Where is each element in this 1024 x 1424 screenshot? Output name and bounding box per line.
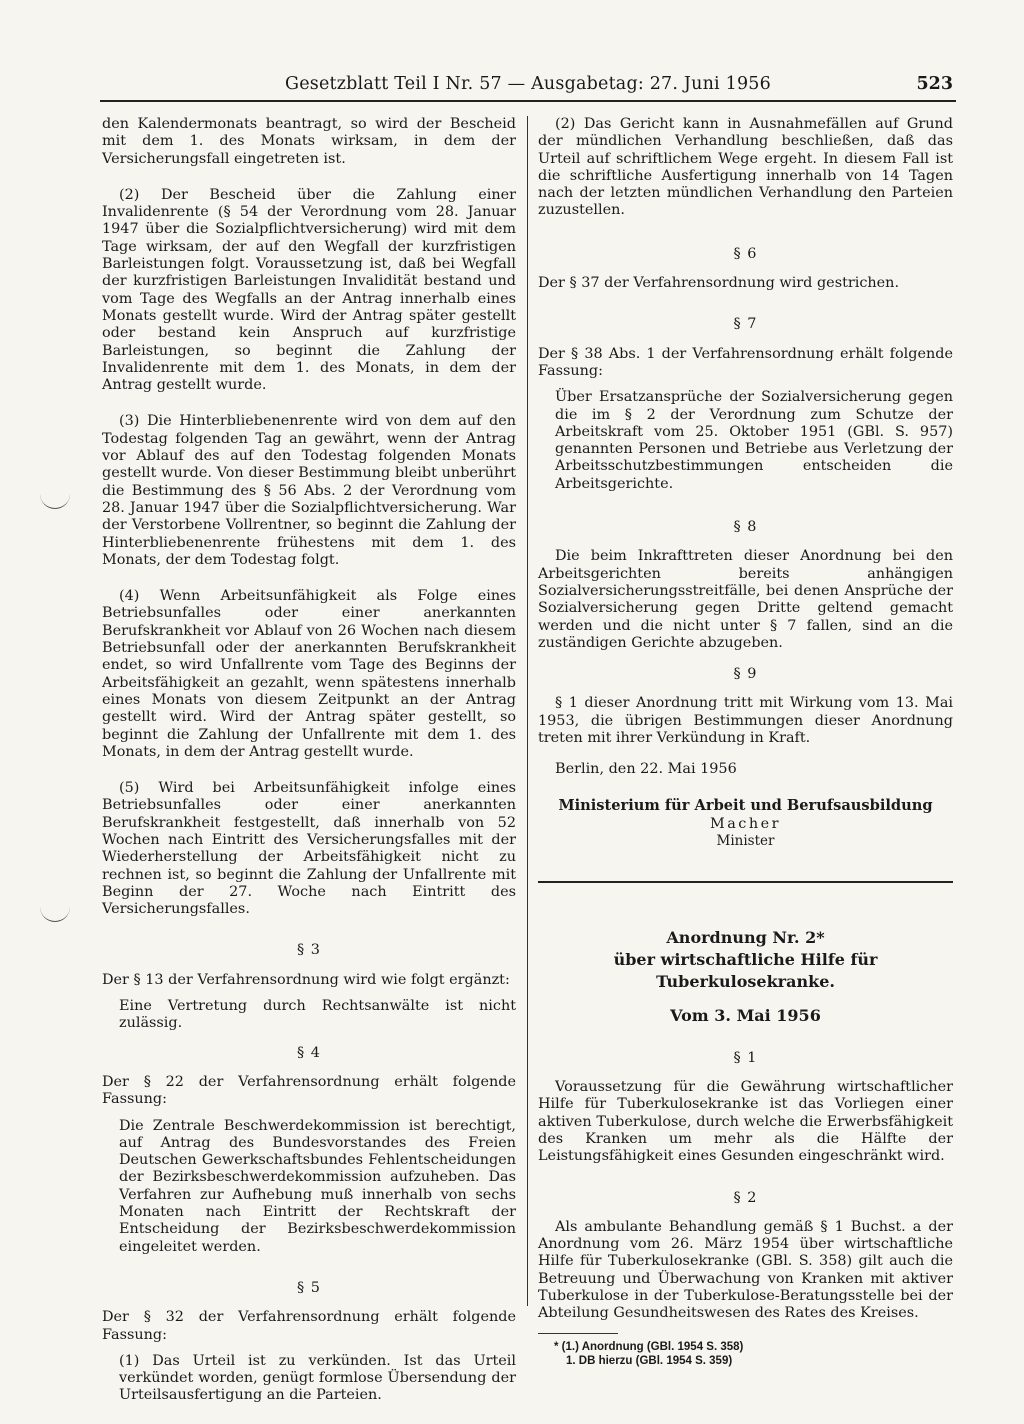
- paragraph: Über Ersatzansprüche der Sozialversicherung gegen die im § 2 der Verordnung zum Schutze der Arbeitskraft vom 25. Oktober 1951 (GBl. S. 957) genannten Personen und Betriebe aus Verletzung der Arbeitsschutzbestimmungen entscheiden die Arbeitsgerichte.: [555, 389, 953, 492]
- paragraph: (4) Wenn Arbeitsunfähigkeit als Folge eines Betriebsunfalles oder einer anerkannten Berufskrankheit vor Ablauf von 26 Wochen nach diesem Betriebsunfall oder der anerkannten Berufskrankheit endet, so wird Unfallrente vom Tage des Beginns der Arbeitsfähigkeit an gezahlt, wenn spätestens innerhalb eines Monats von diesem Zeitpunkt an der Antrag gestellt wird. Wird der Antrag später gestellt, so beginnt die Zahlung der Unfallrente mit dem 1. des Monats, in dem der Antrag gestellt wurde.: [102, 588, 516, 760]
- ordinance-subject: über wirtschaftliche Hilfe für Tuberkulosekranke.: [613, 949, 878, 991]
- paragraph: Eine Vertretung durch Rechtsanwälte ist nicht zulässig.: [119, 998, 516, 1032]
- column-divider: [527, 116, 528, 1306]
- section-heading: § 4: [297, 1044, 321, 1061]
- right-column: [538, 116, 953, 1368]
- page-header: [100, 72, 956, 100]
- left-column: [102, 116, 516, 1424]
- section-separator: [538, 881, 953, 883]
- page-number: 523: [916, 74, 953, 94]
- paragraph: § 1 dieser Anordnung tritt mit Wirkung vom 13. Mai 1953, die übrigen Bestimmungen dieser Anordnung treten mit ihrer Verkündung in Kraft.: [538, 695, 953, 747]
- paragraph: Der § 37 der Verfahrensordnung wird gestrichen.: [538, 275, 900, 292]
- paragraph: Die Zentrale Beschwerdekommission ist berechtigt, auf Antrag des Bundesvorstandes des Freien Deutschen Gewerkschaftsbundes Fehlentscheidungen der Bezirksbeschwerdekommission aufzuheben. Das Verfahren zur Aufhebung muß innerhalb von sechs Monaten nach Eintritt der Rechtskraft der Entscheidung der Bezirksbeschwerdekommission eingeleitet werden.: [119, 1117, 516, 1255]
- section-heading: § 3: [297, 942, 321, 959]
- place-date: Berlin, den 22. Mai 1956: [555, 761, 737, 778]
- ministry-name: Ministerium für Arbeit und Berufsausbildung: [558, 796, 933, 814]
- header-divider: [100, 100, 956, 102]
- paragraph: (2) Das Gericht kann in Ausnahmefällen auf Grund der mündlichen Verhandlung beschließen, daß das Urteil auf schriftlichem Wege ergeht. In diesem Fall ist die schriftliche Ausfertigung innerhalb von 14 Tagen nach der letzten mündlichen Verhandlung den Parteien zuzustellen.: [538, 116, 953, 219]
- footnote-divider: [538, 1333, 618, 1334]
- section-heading: § 1: [733, 1049, 758, 1066]
- signer-title: Minister: [716, 833, 775, 850]
- paragraph: Der § 13 der Verfahrensordnung wird wie folgt ergänzt:: [102, 971, 510, 988]
- paragraph: den Kalendermonats beantragt, so wird der Bescheid mit dem 1. des Monats wirksam, in dem der Versicherungsfall eingetreten ist.: [102, 116, 516, 167]
- ordinance-title: [538, 927, 953, 993]
- section-heading: § 5: [297, 1279, 321, 1296]
- header-title: Gesetzblatt Teil I Nr. 57 — Ausgabetag: 27. Juni 1956: [285, 74, 771, 94]
- paragraph: Voraussetzung für die Gewährung wirtschaftlicher Hilfe für Tuberkulosekranke ist das Vorliegen einer aktiven Tuberkulose, durch welche die Erwerbsfähigkeit des Kranken um mehr als die Hälfte der Leistungsfähigkeit eines Gesunden eingeschränkt wird.: [538, 1079, 953, 1165]
- ordinance-date: Vom 3. Mai 1956: [670, 1005, 821, 1025]
- footnote: * (1.) Anordnung (GBl. 1954 S. 358): [554, 1340, 744, 1353]
- paragraph: Der § 22 der Verfahrensordnung erhält folgende Fassung:: [102, 1073, 516, 1108]
- paragraph: Der § 38 Abs. 1 der Verfahrensordnung erhält folgende Fassung:: [538, 345, 953, 379]
- paragraph: (3) Die Hinterbliebenenrente wird von dem auf den Todestag folgenden Tag an gewährt, wenn der Antrag vor Ablauf des auf den Todestag folgenden Monats gestellt wurde. Von dieser Bestimmung bleibt unberührt die Bestimmung des § 56 Abs. 2 der Verordnung vom 28. Januar 1947 über die Sozialpflichtversicherung. War der Verstorbene Vollrentner, so beginnt die Zahlung der Hinterbliebenenrente frühestens mit dem 1. des Monats, der dem Todestag folgt.: [102, 413, 516, 568]
- ordinance-number: Anordnung Nr. 2*: [666, 927, 825, 947]
- margin-mark: [40, 492, 70, 509]
- section-heading: § 9: [733, 666, 758, 683]
- paragraph: (5) Wird bei Arbeitsunfähigkeit infolge eines Betriebsunfalles oder einer anerkannten Berufskrankheit festgestellt, daß innerhalb von 52 Wochen nach Eintritt des Versicherungsfalles mit der Wiederherstellung der Arbeitsfähigkeit nicht zu rechnen ist, so beginnt die Zahlung der Unfallrente mit Beginn der 27. Woche nach Eintritt des Versicherungsfalles.: [102, 780, 516, 918]
- paragraph: (2) Der Bescheid über die Zahlung einer Invalidenrente (§ 54 der Verordnung vom 28. Januar 1947 über die Sozialpflichtversicherung) wird mit dem Tage wirksam, der auf den Wegfall der kurzfristigen Barleistungen folgt. Voraussetzung ist, daß bei Wegfall der kurzfristigen Barleistungen Invalidität bestand und vom Tage des Wegfalls an der Antrag innerhalb eines Monats gestellt wurde. Wird der Antrag später gestellt oder bestand kein Anspruch auf kurzfristige Barleistungen, so beginnt die Zahlung der Invalidenrente mit dem 1. des Monats, in dem der Antrag gestellt wurde.: [102, 186, 516, 394]
- section-heading: § 8: [733, 519, 758, 536]
- footnote: 1. DB hierzu (GBl. 1954 S. 359): [566, 1354, 733, 1367]
- signer-name: Macher: [709, 815, 782, 832]
- section-heading: § 7: [733, 316, 758, 333]
- paragraph: Als ambulante Behandlung gemäß § 1 Buchst. a der Anordnung vom 26. März 1954 über wirtschaftliche Hilfe für Tuberkulosekranke (GBl. S. 358) gilt auch die Betreuung und Überwachung von Kranken mit aktiver Tuberkulose in der Tuberkulose-Beratungsstelle bei der Abteilung Gesundheitswesen des Rates des Kreises.: [538, 1218, 953, 1322]
- margin-mark: [40, 905, 70, 922]
- section-heading: § 2: [733, 1189, 758, 1206]
- paragraph: Der § 32 der Verfahrensordnung erhält folgende Fassung:: [102, 1309, 516, 1343]
- paragraph: (1) Das Urteil ist zu verkünden. Ist das Urteil verkündet worden, genügt formlose Übersendung der Urteilsausfertigung an die Parteien.: [119, 1352, 516, 1404]
- section-heading: § 6: [733, 245, 758, 262]
- paragraph: Die beim Inkrafttreten dieser Anordnung bei den Arbeitsgerichten bereits anhängigen Sozialversicherungsstreitfälle, bei denen Ansprüche der Sozialversicherung gegen Dritte geltend gemacht werden und die nicht unter § 7 fallen, sind an die zuständigen Gerichte abzugeben.: [538, 548, 953, 651]
